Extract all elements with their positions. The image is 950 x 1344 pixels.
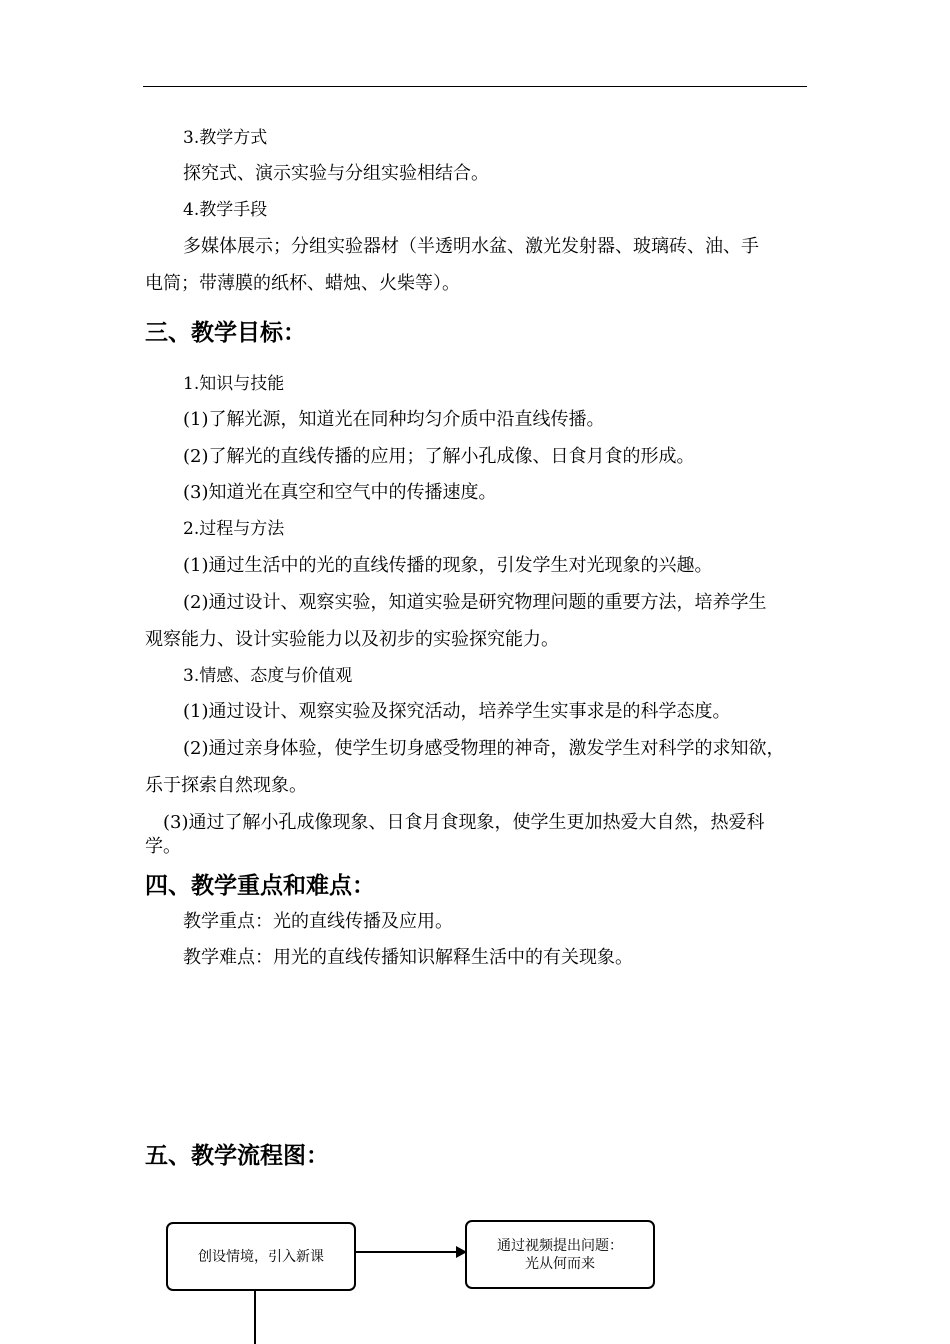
section3-title: 三、教学目标： bbox=[145, 320, 306, 346]
knowledge-item-2: (2)了解光的直线传播的应用；了解小孔成像、日食月食的形成。 bbox=[183, 446, 695, 467]
teaching-method-text: 探究式、演示实验与分组实验相结合。 bbox=[183, 163, 489, 184]
teaching-means-heading: 4.教学手段 bbox=[183, 200, 268, 220]
process-item-2-line2: 观察能力、设计实验能力以及初步的实验探究能力。 bbox=[145, 629, 559, 650]
teaching-method-heading: 3.教学方式 bbox=[183, 128, 268, 148]
process-heading: 2.过程与方法 bbox=[183, 519, 285, 539]
flow-box-intro-label: 创设情境，引入新课 bbox=[198, 1248, 324, 1265]
flow-arrow-line bbox=[356, 1251, 458, 1253]
attitude-item-3-line2: 学。 bbox=[145, 836, 181, 857]
flow-connector-down bbox=[254, 1291, 256, 1344]
flow-box-question-line2: 光从何而来 bbox=[525, 1255, 595, 1272]
section5-title: 五、教学流程图： bbox=[145, 1143, 329, 1169]
process-item-1: (1)通过生活中的光的直线传播的现象，引发学生对光现象的兴趣。 bbox=[183, 555, 713, 576]
process-item-2-line1: (2)通过设计、观察实验，知道实验是研究物理问题的重要方法，培养学生 bbox=[183, 592, 767, 613]
attitude-item-2-line2: 乐于探索自然现象。 bbox=[145, 775, 307, 796]
header-rule bbox=[143, 86, 807, 87]
knowledge-heading: 1.知识与技能 bbox=[183, 374, 285, 394]
knowledge-item-3: (3)知道光在真空和空气中的传播速度。 bbox=[183, 482, 497, 503]
knowledge-item-1: (1)了解光源，知道光在同种均匀介质中沿直线传播。 bbox=[183, 409, 605, 430]
flow-box-question bbox=[465, 1220, 655, 1289]
section4-title: 四、教学重点和难点： bbox=[145, 873, 375, 899]
teaching-means-text-line2: 电筒；带薄膜的纸杯、蜡烛、火柴等）。 bbox=[145, 273, 460, 294]
flow-box-question-line1: 通过视频提出问题： bbox=[497, 1237, 623, 1254]
flow-box-intro bbox=[166, 1222, 356, 1291]
attitude-item-3-line1: (3)通过了解小孔成像现象、日食月食现象，使学生更加热爱大自然，热爱科 bbox=[163, 812, 765, 833]
key-point-text: 教学重点：光的直线传播及应用。 bbox=[183, 911, 453, 932]
attitude-heading: 3.情感、态度与价值观 bbox=[183, 666, 353, 686]
attitude-item-1: (1)通过设计、观察实验及探究活动，培养学生实事求是的科学态度。 bbox=[183, 701, 731, 722]
teaching-means-text-line1: 多媒体展示；分组实验器材（半透明水盆、激光发射器、玻璃砖、油、手 bbox=[183, 236, 759, 257]
difficulty-text: 教学难点：用光的直线传播知识解释生活中的有关现象。 bbox=[183, 947, 633, 968]
attitude-item-2-line1: (2)通过亲身体验，使学生切身感受物理的神奇，激发学生对科学的求知欲， bbox=[183, 738, 785, 759]
